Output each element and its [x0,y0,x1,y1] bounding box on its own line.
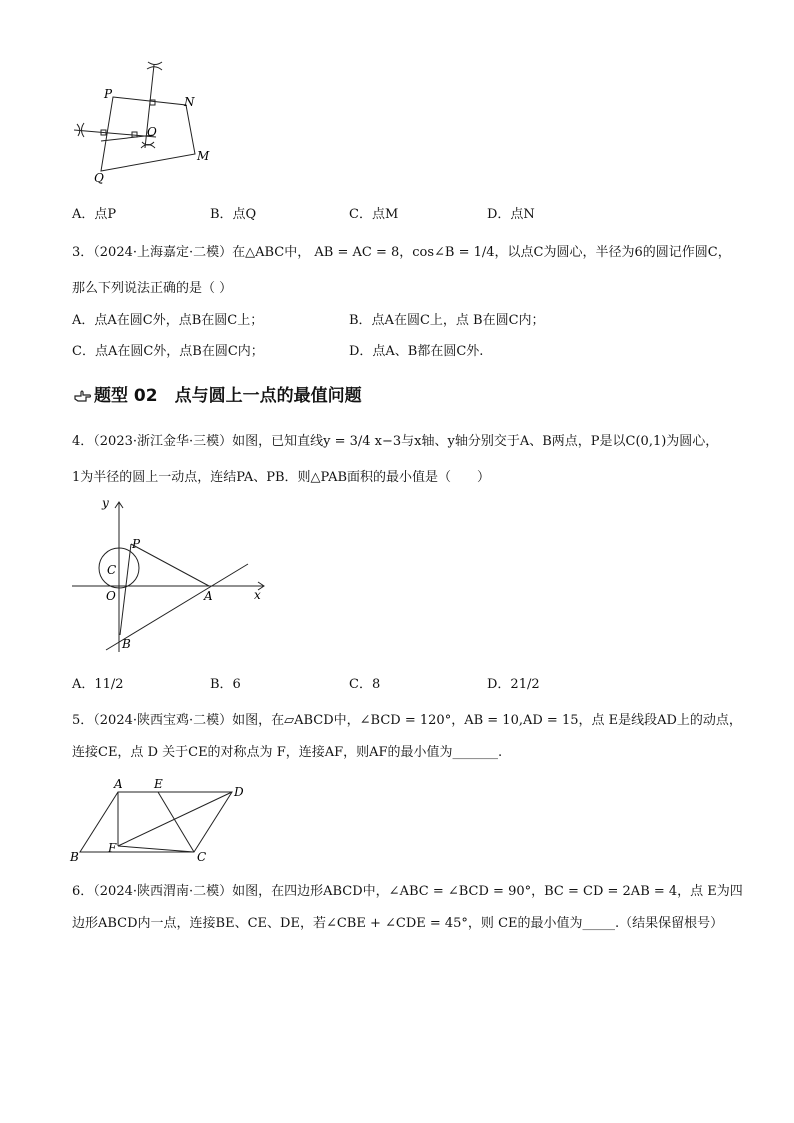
q4-label-y: y [102,496,109,510]
q2-option-b[interactable]: B．点Q [210,207,257,222]
q3-option-d[interactable]: D．点A、B都在圆C外. [349,344,484,359]
q5-label-e: E [154,777,163,791]
q5-label-b: B [70,850,79,864]
q2-label-o: O [147,125,157,139]
q2-label-p: P [104,87,113,101]
q4-label-b: B [122,637,131,651]
q2-option-c[interactable]: C．点M [349,207,399,222]
q6-question-line2: 边形ABCD内一点，连接BE、CE、DE，若∠CBE + ∠CDE = 45°，则 CE的最小值为_____.（结果保留根号） [72,916,724,931]
q4-option-a[interactable]: A．11/2 [72,677,124,692]
q5-label-f: F [108,841,117,855]
q5-label-d: D [234,785,244,799]
q3-question-line1: 3．（2024·上海嘉定·二模）在△ABC中， AB = AC = 8，cos∠B = 1/4，以点C为圆心，半径为6的圆记作圆C， [72,245,731,260]
q4-label-x: x [254,588,261,602]
q4-question-line2: 1为半径的圆上一动点，连结PA、PB．则△PAB面积的最小值是（ ） [72,470,491,485]
q3-option-a[interactable]: A．点A在圆C外，点B在圆C上； [72,313,264,328]
section-title: 题型 02 点与圆上一点的最值问题 [94,386,362,406]
q4-question-line1: 4．（2023·浙江金华·三模）如图，已知直线y = 3/4 x−3与x轴、y轴分别交于A、B两点，P是以C(0,1)为圆心， [72,434,719,449]
q5-question-line1: 5．（2024·陕西宝鸡·二模）如图，在▱ABCD中，∠BCD = 120°，AB = 10,AD = 15，点 E是线段AD上的动点， [72,713,742,728]
q3-option-b[interactable]: B．点A在圆C上，点 B在圆C内； [349,313,545,328]
q2-option-d[interactable]: D．点N [487,207,535,222]
q2-label-n: N [184,95,195,109]
pointing-hand-icon [74,389,92,403]
q2-figure [68,50,228,190]
q6-question-line1: 6．（2024·陕西渭南·二模）如图，在四边形ABCD中，∠ABC = ∠BCD = 90°，BC = CD = 2AB = 4，点 E为四 [72,884,743,899]
q4-label-c: C [107,563,117,577]
q2-label-m: M [197,149,210,163]
q4-option-c[interactable]: C．8 [349,677,381,692]
q5-figure [66,772,256,866]
q3-question-line2: 那么下列说法正确的是（ ） [72,281,233,296]
q4-label-o: O [106,589,116,603]
q4-label-p: P [132,537,141,551]
q2-label-q: Q [94,171,104,185]
q2-option-a[interactable]: A．点P [72,207,117,222]
q5-label-c: C [197,850,207,864]
q3-option-c[interactable]: C．点A在圆C外，点B在圆C内； [72,344,264,359]
section-heading [74,381,362,406]
q5-label-a: A [114,777,123,791]
q4-option-d[interactable]: D．21/2 [487,677,540,692]
q4-label-a: A [204,589,213,603]
q4-figure [66,492,276,662]
q4-option-b[interactable]: B．6 [210,677,241,692]
q5-question-line2: 连接CE，点 D 关于CE的对称点为 F，连接AF，则AF的最小值为_______. [72,745,503,760]
